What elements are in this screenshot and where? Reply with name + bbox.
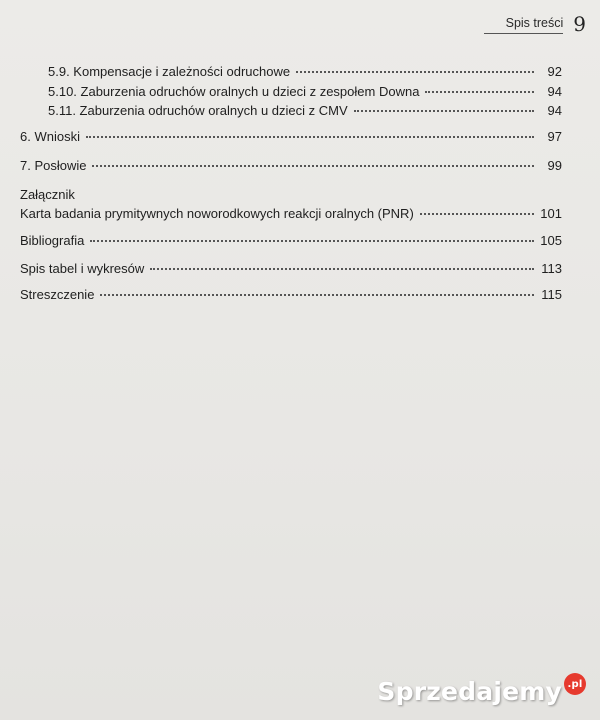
toc-entry-label: Bibliografia bbox=[20, 233, 85, 248]
toc-entry-page: 113 bbox=[541, 261, 562, 276]
watermark-badge: .pl bbox=[564, 673, 586, 695]
toc-entry-label: Spis tabel i wykresów bbox=[20, 261, 145, 276]
running-head bbox=[484, 8, 586, 34]
dot-leader bbox=[90, 240, 534, 242]
toc-entry-page: 115 bbox=[541, 287, 562, 302]
toc-entry-label: Karta badania prymitywnych noworodkowych reakcji oralnych (PNR) bbox=[20, 206, 414, 221]
toc-entry-label: 5.9. Kompensacje i zależności odruchowe bbox=[48, 64, 291, 79]
toc-entry-6 bbox=[20, 129, 562, 144]
toc-entry-summary bbox=[20, 287, 562, 302]
dot-leader bbox=[420, 213, 534, 215]
dot-leader bbox=[100, 294, 534, 296]
watermark-text: Sprzedajemy bbox=[377, 677, 562, 706]
toc-entry-label: 5.10. Zaburzenia odruchów oralnych u dzieci z zespołem Downa bbox=[48, 84, 420, 99]
dot-leader bbox=[86, 136, 534, 138]
dot-leader bbox=[354, 110, 534, 112]
dot-leader bbox=[150, 268, 534, 270]
toc-entry-label: Streszczenie bbox=[20, 287, 95, 302]
dot-leader bbox=[296, 71, 534, 73]
toc-entry-page: 99 bbox=[547, 158, 562, 173]
dot-leader bbox=[425, 91, 534, 93]
appendix-heading: Załącznik bbox=[20, 187, 75, 202]
toc-entry-page: 105 bbox=[540, 233, 562, 248]
toc-entry-label: 6. Wnioski bbox=[20, 129, 80, 144]
toc-entry-page: 94 bbox=[547, 103, 562, 118]
sprzedajemy-watermark bbox=[377, 677, 586, 706]
toc-entry-label: 5.11. Zaburzenia odruchów oralnych u dzieci z CMV bbox=[48, 103, 348, 118]
toc-entry-appendix bbox=[20, 206, 562, 221]
dot-leader bbox=[92, 165, 534, 167]
toc-entry-5-10 bbox=[48, 84, 562, 99]
running-head-title: Spis treści bbox=[484, 16, 564, 34]
toc-entry-7 bbox=[20, 158, 562, 173]
toc-entry-page: 101 bbox=[540, 206, 562, 221]
toc-entry-tables bbox=[20, 261, 562, 276]
toc-entry-5-9 bbox=[48, 64, 562, 79]
toc-entry-page: 92 bbox=[547, 64, 562, 79]
toc-entry-page: 94 bbox=[547, 84, 562, 99]
toc-entry-label: 7. Posłowie bbox=[20, 158, 87, 173]
toc-entry-bibliography bbox=[20, 233, 562, 248]
page-number: 9 bbox=[573, 12, 586, 36]
toc-entry-5-11 bbox=[48, 103, 562, 118]
toc-entry-page: 97 bbox=[547, 129, 562, 144]
